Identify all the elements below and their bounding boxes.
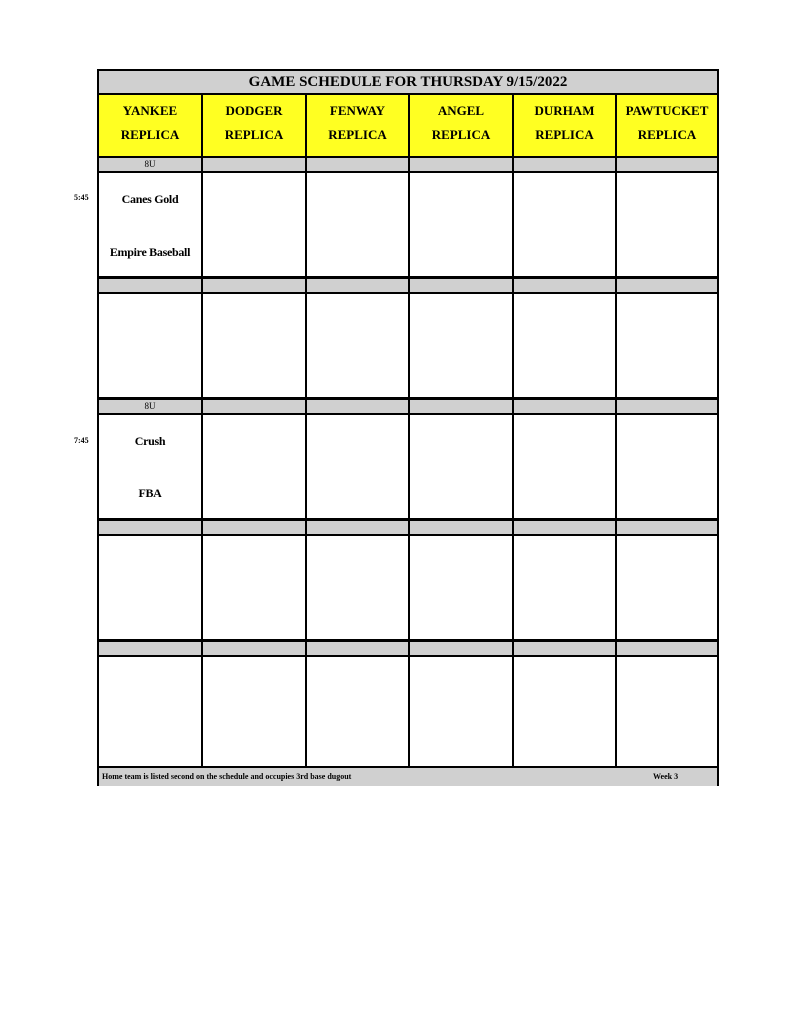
field-sub: REPLICA	[535, 127, 594, 142]
division-label	[99, 279, 201, 292]
division-label: 8U	[144, 159, 156, 169]
column-divider	[305, 95, 307, 766]
field-name: ANGEL	[437, 103, 485, 118]
field-header-dodger	[203, 95, 305, 156]
field-header-durham	[514, 95, 615, 156]
division-label: 8U	[144, 401, 156, 411]
field-sub: REPLICA	[224, 127, 284, 142]
field-sub: REPLICA	[431, 127, 491, 142]
field-sub: REPLICA	[120, 127, 180, 142]
field-header-pawtucket	[617, 95, 717, 156]
field-name: YANKEE	[122, 103, 178, 118]
away-team: Crush	[134, 434, 166, 448]
schedule-footer	[99, 766, 717, 786]
field-name: DURHAM	[534, 103, 595, 118]
field-header-angel	[410, 95, 512, 156]
field-header-yankee	[99, 95, 201, 156]
field-name: FENWAY	[329, 103, 386, 118]
home-team: Empire Baseball	[109, 245, 191, 259]
column-divider	[201, 95, 203, 766]
home-team-note: Home team is listed second on the schedule and occupies 3rd base dugout	[102, 772, 352, 781]
slot-time: 7:45	[74, 436, 89, 445]
field-name: DODGER	[225, 103, 283, 118]
division-label	[99, 642, 201, 655]
home-team: FBA	[138, 486, 162, 500]
field-sub: REPLICA	[637, 127, 697, 142]
away-team: Canes Gold	[121, 192, 179, 206]
column-divider	[408, 95, 410, 766]
schedule-sheet	[97, 69, 719, 786]
game-cell	[99, 415, 201, 518]
division-label	[99, 521, 201, 534]
column-divider	[512, 95, 514, 766]
week-label: Week 3	[653, 772, 679, 781]
game-cell	[99, 173, 201, 276]
field-name: PAWTUCKET	[625, 103, 709, 118]
schedule-title: GAME SCHEDULE FOR THURSDAY 9/15/2022	[99, 71, 717, 95]
column-divider	[615, 95, 617, 766]
slot-time: 5:45	[74, 193, 89, 202]
field-sub: REPLICA	[328, 127, 387, 142]
field-header-fenway	[307, 95, 408, 156]
